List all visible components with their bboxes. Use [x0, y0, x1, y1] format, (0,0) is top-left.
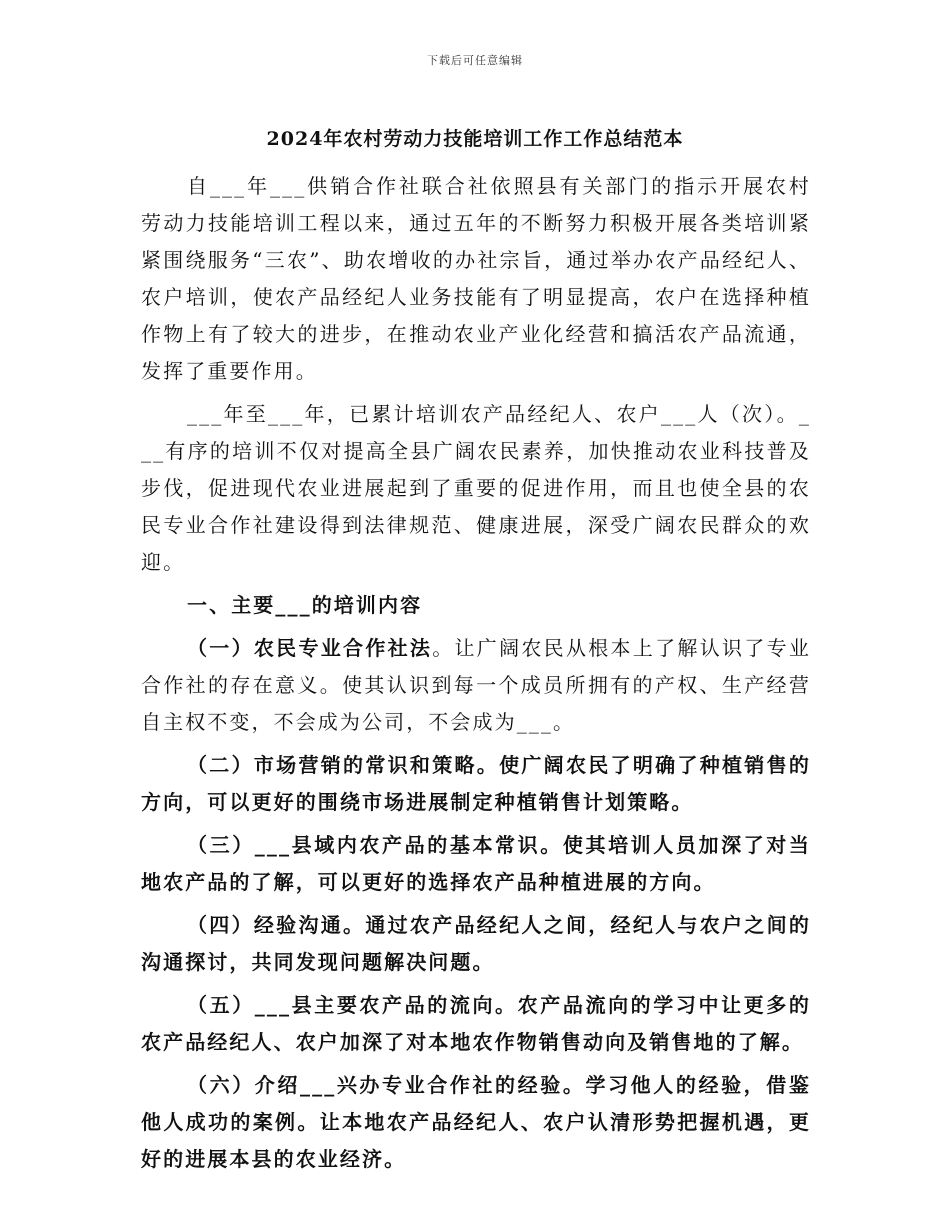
- item-1-text: 。让广阔农民从根本上了解认识了专业合作社的存在意义。使其认识到每一个成员所拥有的产权、生产经营自主权不变，不会成为公司，不会成为___。: [141, 636, 811, 734]
- item-3: （三）___县域内农产品的基本常识。使其培训人员加深了对当地农产品的了解，可以更好的选择农产品种植进展的方向。: [141, 833, 811, 894]
- item-1: [141, 630, 811, 741]
- paragraph-summary: ___年至___年，已累计培训农产品经纪人、农户___人（次）。___有序的培训不仅对提高全县广阔农民素养，加快推动农业科技普及步伐，促进现代农业进展起到了重要的促进作用，而且也使全县的农民专业合作社建设得到法律规范、健康进展，深受广阔农民群众的欢迎。: [141, 402, 811, 574]
- header-note: 下载后可任意编辑: [427, 54, 523, 67]
- section-heading: 一、主要___的培训内容: [187, 593, 423, 617]
- paragraph-intro: 自___年___供销合作社联合社依照县有关部门的指示开展农村劳动力技能培训工程以来，通过五年的不断努力积极开展各类培训紧紧围绕服务“三农”、助农增收的办社宗旨，通过举办农产品经纪人、农户培训，使农产品经纪人业务技能有了明显提高，农户在选择种植作物上有了较大的进步，在推动农业产业化经营和搞活农产品流通，发挥了重要作用。: [141, 174, 811, 383]
- item-6: （六）介绍___兴办专业合作社的经验。学习他人的经验，借鉴他人成功的案例。让本地农产品经纪人、农户认清形势把握机遇，更好的进展本县的农业经济。: [141, 1073, 811, 1171]
- document-title: 2024年农村劳动力技能培训工作工作总结范本: [266, 128, 684, 150]
- item-5: （五）___县主要农产品的流向。农产品流向的学习中让更多的农产品经纪人、农户加深了对本地农作物销售动向及销售地的了解。: [141, 993, 811, 1054]
- item-1-lead: （一）农民专业合作社法: [187, 636, 433, 660]
- item-4: （四）经验沟通。通过农产品经纪人之间，经纪人与农户之间的沟通探讨，共同发现问题解决问题。: [141, 913, 811, 974]
- item-2: （二）市场营销的常识和策略。使广阔农民了明确了种植销售的方向，可以更好的围绕市场进展制定种植销售计划策略。: [141, 753, 811, 814]
- document-body: [141, 168, 811, 1178]
